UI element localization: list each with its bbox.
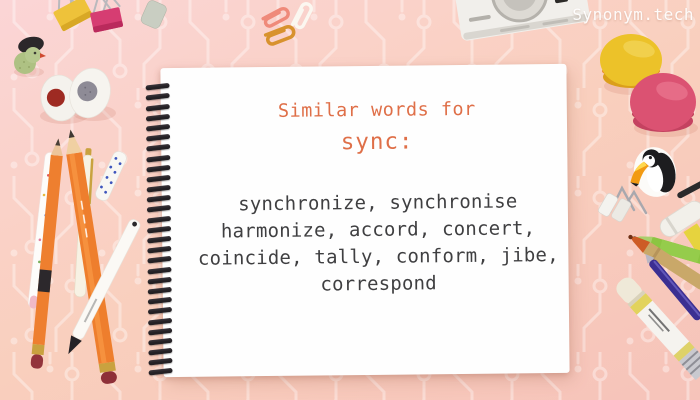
- white-marker: [613, 274, 700, 380]
- synonym-list: [188, 188, 569, 300]
- heading-prefix: Similar words for: [277, 98, 476, 122]
- heading-word: sync:: [340, 128, 414, 156]
- gray-eraser: [140, 0, 168, 30]
- synonym-line: correspond: [320, 272, 437, 296]
- binder-clip-pink: [86, 0, 124, 33]
- bird-figurine: [14, 34, 46, 74]
- notebook-card: [160, 64, 569, 377]
- binder-clip-yellow: [46, 0, 96, 32]
- paper-clip-coral: [263, 7, 290, 28]
- site-watermark: Synonym.tech: [572, 5, 694, 24]
- black-pen-sliver: [676, 180, 700, 199]
- synonym-line: synchronize, synchronise: [238, 190, 518, 216]
- synonym-line: harmonize, accord, concert,: [220, 217, 536, 243]
- polka-dot-cap: [94, 149, 129, 202]
- paper-clip-orange: [266, 25, 296, 45]
- paper-clip-white: [293, 2, 313, 29]
- camera: [452, 0, 591, 41]
- macaron-pink: [630, 73, 696, 132]
- binder-clip-silver: [597, 188, 646, 224]
- synonym-line: coincide, tally, conform, jibe,: [197, 243, 559, 270]
- notebook-page: [160, 64, 569, 377]
